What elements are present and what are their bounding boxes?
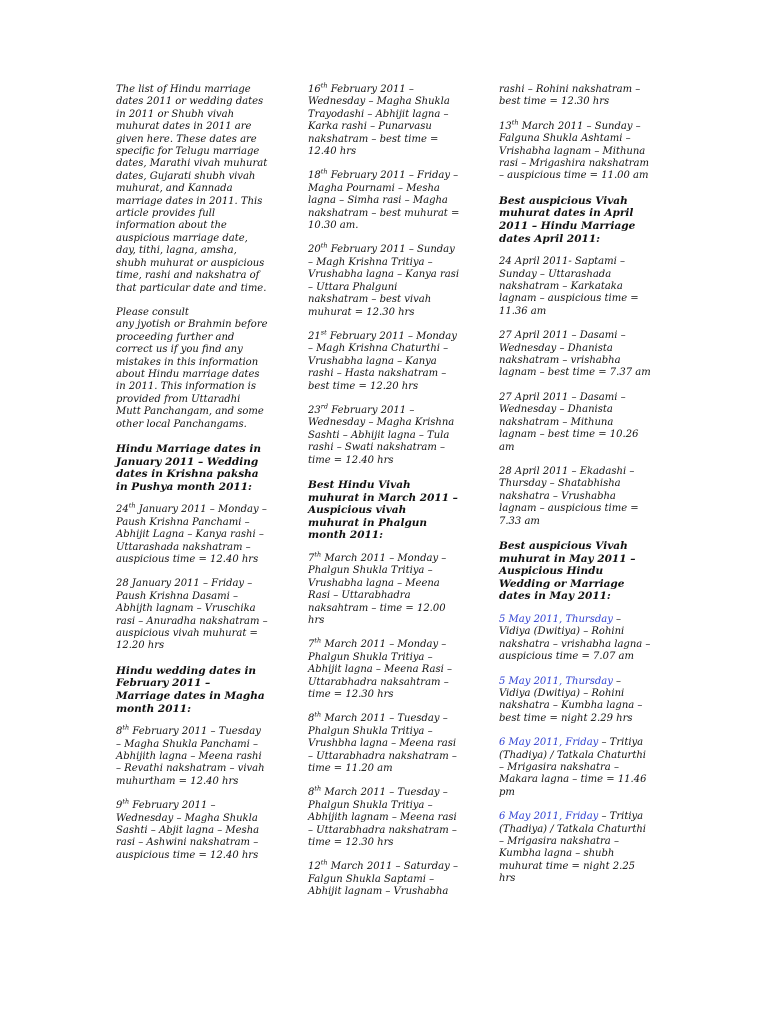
date-link-may-5b[interactable]: 5 May 2011, Thursday	[499, 675, 613, 687]
consult-line: Please consult	[116, 306, 189, 318]
heading-may: Best auspicious Vivah muhurat in May 2011 – Auspicious Hindu Wedding or Marriage dates in May 2011:	[499, 539, 636, 603]
entry-may-6a: 6 May 2011, Friday – Tritiya (Thadiya) / Tatkala Chaturthi – Mrigasira nakshatra – Makara lagna – time = 11.46 pm	[499, 737, 647, 798]
entry-apr-24: 24 April 2011- Saptami – Sunday – Uttarashada nakshatram – Karkataka lagnam – auspicious time = 11.36 am	[499, 256, 639, 317]
entry-feb-20: 20th February 2011 – Sunday – Magh Krishna Tritiya – Vrushabha lagna – Kanya rasi – Uttara Phalguni nakshatram – best vivah muhurat = 12.30 hrs	[308, 242, 460, 318]
entry-may-5b: 5 May 2011, Thursday – Vidiya (Dwitiya) – Rohini nakshatra – Kumbha lagna – best time = night 2.29 hrs	[499, 675, 643, 724]
entry-apr-28: 28 April 2011 – Ekadashi – Thursday – Shatabhisha nakshatra – Vrushabha lagnam – auspicious time = 7.33 am	[499, 465, 639, 527]
intro-paragraph: The list of Hindu marriage dates 2011 or wedding dates in 2011 or Shubh vivah muhurat dates in 2011 are given here. These dates are specific for Telugu marriage dates, Marathi vivah muhurat dates, Gujarati shubh vivah muhurat, and Kannada marriage dates in 2011. This article provides full information about the auspicious marriage date, day, tithi, lagna, amsha, shubh muhurat or auspicious time, rashi and nakshatra of that particular date and time.	[116, 84, 268, 294]
entry-mar-12-continued: rashi – Rohini nakshatram – best time = 12.30 hrs	[499, 84, 641, 108]
entry-mar-7a: 7th March 2011 – Monday – Phalgun Shukla Tritiya – Vrushabha lagna – Meena Rasi – Uttarabhadra naksahtram – time = 12.00 hrs	[308, 550, 447, 626]
consult-paragraph: any jyotish or Brahmin before proceeding further and correct us if you find any mistakes in this information about Hindu marriage dates in 2011. This information is provided from Uttaradhi Mutt Panchangam, and some other local Panchangams.	[116, 319, 268, 430]
entry-apr-27a: 27 April 2011 – Dasami – Wednesday – Dhanista nakshatram – vrishabha lagnam – best time = 7.37 am	[499, 330, 651, 379]
date-link-may-6b[interactable]: 6 May 2011, Friday	[499, 811, 599, 823]
entry-mar-8b: 8th March 2011 – Tuesday – Phalgun Shukla Tritiya – Abhijith lagnam – Meena rasi – Uttarabhadra nakshatram – time = 12.30 hrs	[308, 785, 457, 849]
entry-may-6b: 6 May 2011, Friday – Tritiya (Thadiya) / Tatkala Chaturthi – Mrigasira nakshatra – Kumbha lagna – shubh muhurat time = night 2.25 hrs	[499, 811, 646, 885]
date-link-may-5a[interactable]: 5 May 2011, Thursday	[499, 613, 613, 625]
entry-feb-21: 21st February 2011 – Monday – Magh Krishna Chaturthi – Vrushabha lagna – Kanya rashi – Hasta nakshatram – best time = 12.20 hrs	[308, 328, 457, 392]
entry-feb-9: 9th February 2011 – Wednesday – Magha Shukla Sashti – Abjit lagna – Mesha rasi – Ashwini nakshatram – auspicious time = 12.40 hrs	[116, 797, 260, 861]
column-3	[499, 84, 653, 898]
heading-february: Hindu wedding dates in February 2011 – Marriage dates in Magha month 2011:	[116, 664, 265, 715]
entry-may-5a: 5 May 2011, Thursday – Vidiya (Dwitiya) – Rohini nakshatra – vrishabha lagna – auspicious time = 7.07 am	[499, 613, 651, 663]
heading-april: Best auspicious Vivah muhurat dates in April 2011 – Hindu Marriage dates April 2011:	[499, 194, 636, 245]
entry-feb-8: 8th February 2011 – Tuesday – Magha Shukla Panchami – Abhijith lagna – Meena rashi – Revathi nakshatram – vivah muhurtham = 12.40 hrs	[116, 723, 265, 787]
heading-january: Hindu Marriage dates in January 2011 – Wedding dates in Krishna paksha in Pushya month 2011:	[116, 442, 262, 493]
entry-feb-23: 23rd February 2011 – Wednesday – Magha Krishna Sashti – Abhijit lagna – Tula rashi – Swati nakshatram – time = 12.40 hrs	[308, 402, 455, 466]
entry-mar-8a: 8th March 2011 – Tuesday – Phalgun Shukla Tritiya – Vrushbha lagna – Meena rasi – Uttarabhadra nakshatram – time = 11.20 am	[308, 711, 457, 775]
heading-march: Best Hindu Vivah muhurat in March 2011 – Auspicious vivah muhurat in Phalgun month 2011:	[308, 478, 458, 542]
entry-apr-27b: 27 April 2011 – Dasami – Wednesday – Dhanista nakshatram – Mithuna lagnam – best time = 10.26 am	[499, 391, 639, 453]
entry-mar-13: 13th March 2011 – Sunday – Falguna Shukla Ashtami – Vrishabha lagnam – Mithuna rasi – Mrigashira nakshatram – auspicious time = 11.00 am	[499, 118, 649, 182]
entry-jan-24: 24th January 2011 – Monday – Paush Krishna Panchami – Abhijit Lagna – Kanya rashi – Uttarashada nakshatram – auspicious time = 12.40 hrs	[116, 502, 267, 565]
column-2	[308, 81, 460, 911]
entry-mar-12: 12th March 2011 – Saturday – Falgun Shukla Saptami – Abhijit lagnam – Vrushabha	[308, 859, 458, 898]
entry-jan-28: 28 January 2011 – Friday – Paush Krishna Dasami – Abhijth lagnam – Vruschika rasi – Anuradha nakshatram – auspicious vivah muhurat = 12.20 hrs	[116, 578, 268, 652]
entry-mar-7b: 7th March 2011 – Monday – Phalgun Shukla Tritiya – Abhijit lagna – Meena Rasi – Uttarabhadra naksahtram – time = 12.30 hrs	[308, 637, 452, 700]
date-link-may-6a[interactable]: 6 May 2011, Friday	[499, 737, 599, 749]
entry-feb-18: 18th February 2011 – Friday – Magha Pournami – Mesha lagna – Simha rasi – Magha nakshatram – best muhurat = 10.30 am.	[308, 168, 460, 232]
entry-feb-16: 16th February 2011 – Wednesday – Magha Shukla Trayodashi – Abhijit lagna – Karka rashi – Punarvasu nakshatram – best time = 12.40 hrs	[308, 81, 450, 158]
column-1	[116, 84, 268, 874]
